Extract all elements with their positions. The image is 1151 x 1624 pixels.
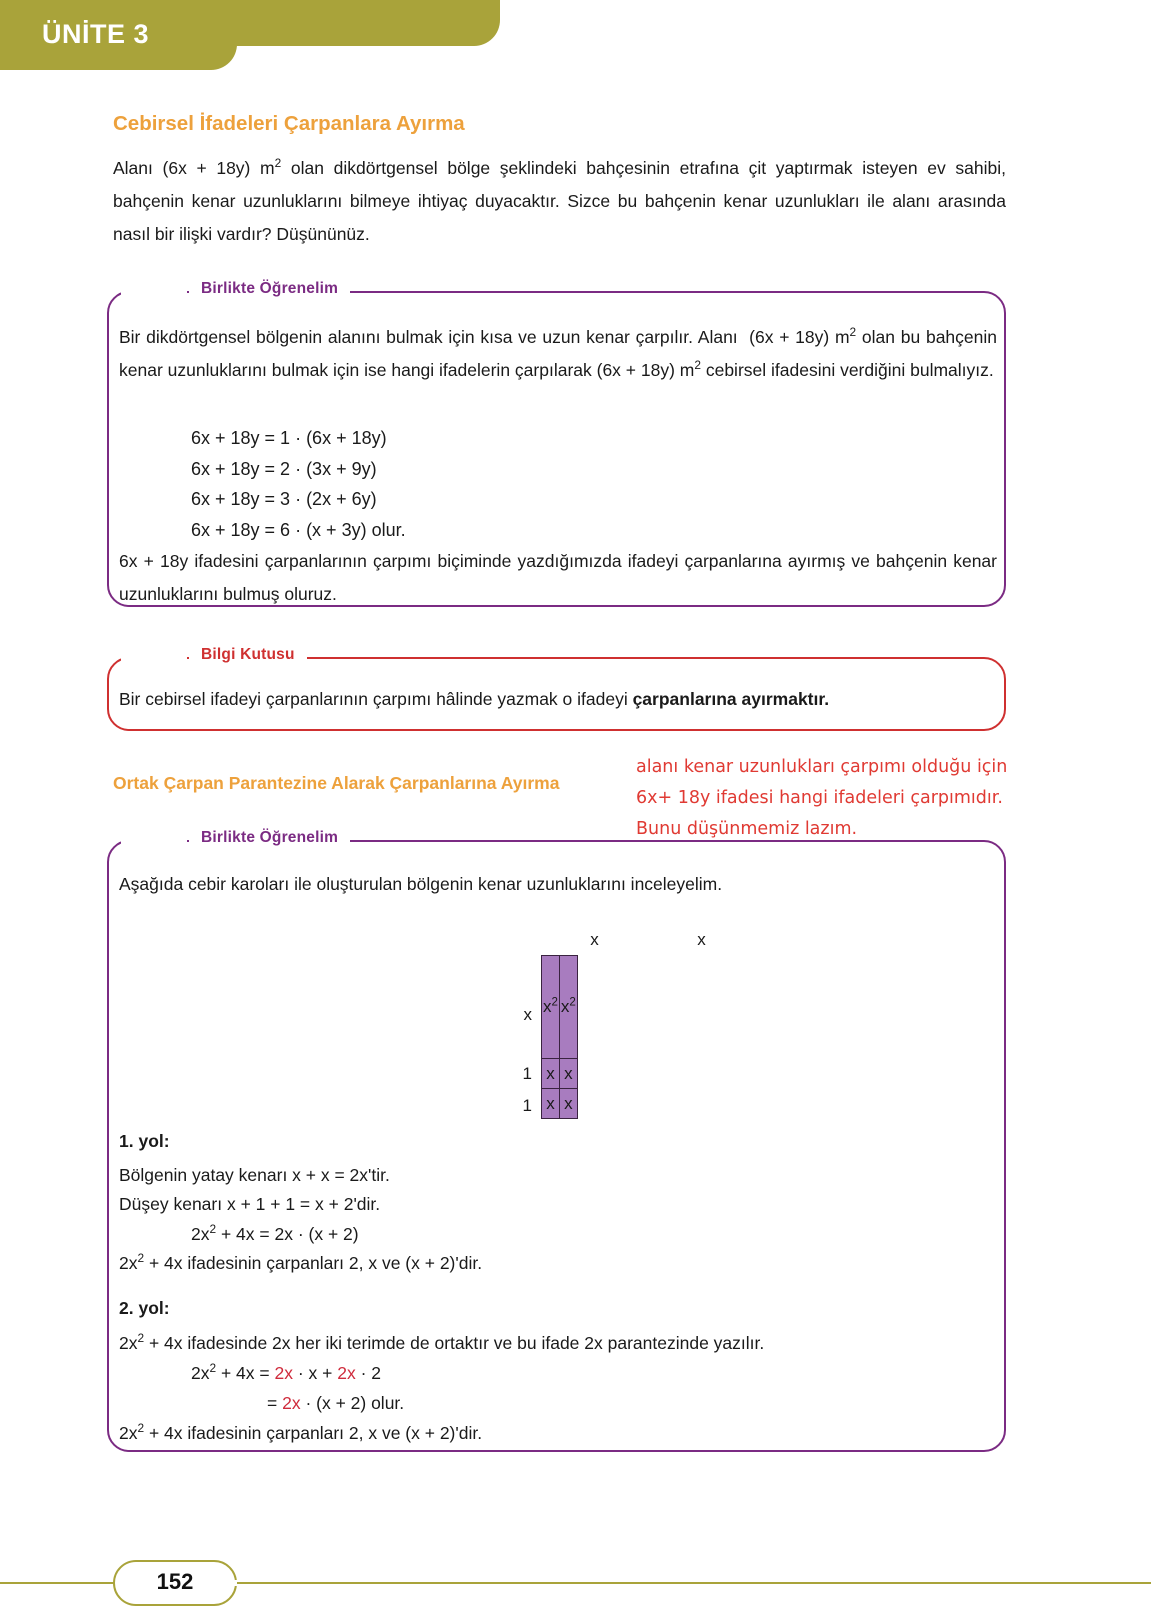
yol1-line-2: Düşey kenarı x + 1 + 1 = x + 2'dir. [119, 1194, 381, 1214]
equation-line: 6x + 18y = 6 · (x + 3y) olur. [191, 519, 406, 540]
subsection-title: Ortak Çarpan Parantezine Alarak Çarpanlarına Ayırma [113, 773, 560, 793]
callout-legend-2: Birlikte Öğrenelim [189, 829, 350, 847]
callout-birlikte-ogrenelim-2 [107, 829, 1006, 1452]
box3-intro-text: Aşağıda cebir karoları ile oluşturulan bölgenin kenar uzunluklarını inceleyelim. [119, 874, 723, 894]
red-factor-term: 2x [274, 1363, 293, 1383]
box1-paragraph-2: 6x + 18y ifadesini çarpanlarının çarpımı biçiminde yazdığımızda ifadeyi çarpanlarına ayırmış ve bahçenin kenar uzunluklarını bulmuş oluruz. [119, 551, 997, 604]
box1-paragraph-1: Bir dikdörtgensel bölgenin alanını bulmak için kısa ve uzun kenar çarpılır. Alanı (6x + 18y) $m^2$ olan bu bahçenin kenar uzunluklarını bulmak için ise hangi ifadelerin çarpılarak (6x + 18y) $m^2$ cebirsel ifadesini verdiğini bulmalıyız. [119, 325, 997, 380]
yol1-equation: $2x^2 + 4x = 2x \cdot (x + 2)$ [191, 1222, 359, 1244]
page-number: 152 [156, 1569, 194, 1594]
yol2-equation-line-2: = 2x · (x + 2) olur. [267, 1393, 405, 1413]
tile-row [542, 1059, 578, 1089]
red-factor-term: 2x [337, 1363, 356, 1383]
intro-paragraph: Alanı (6x + 18y) $m^2$ olan dikdörtgensel bölge şeklindeki bahçesinin etrafına çit yaptırmak isteyen ev sahibi, bahçenin kenar uzunluklarını bilmeye ihtiyaç duyacaktır. Sizce bu bahçenin kenar uzunlukları ile alanı arasında nasıl bir ilişki vardır? Düşününüz. [113, 156, 1006, 244]
tile-top-label: x [590, 930, 599, 949]
yol2-equation-line-1: $2x^2 + 4x = 2x \cdot x + 2x \cdot 2$ [191, 1361, 381, 1383]
student-annotation-note: alanı kenar uzunlukları çarpımı olduğu için 6x+ 18y ifadesi hangi ifadeleri çarpımıdır. Bunu düşünmemiz lazım. [636, 757, 1008, 839]
callout-birlikte-ogrenelim-1 [107, 280, 1006, 607]
yol1-conclusion: $2x^2 + 4x$ ifadesinin çarpanları 2, x ve (x + 2)'dir. [119, 1251, 483, 1273]
tile-left-label: x [523, 1005, 532, 1024]
unit-header-band [0, 0, 1151, 72]
tile-left-label: 1 [522, 1064, 532, 1083]
tile-cell: x [542, 1089, 560, 1119]
bilgi-text-plain: Bir cebirsel ifadeyi çarpanlarının çarpımı hâlinde yazmak o ifadeyi [119, 689, 633, 709]
legend-gap [121, 290, 187, 296]
tile-cell: x [559, 1059, 577, 1089]
equation-line: 6x + 18y = 3 · (2x + 6y) [191, 489, 377, 509]
tile-row [542, 1089, 578, 1119]
tile-cell [542, 956, 560, 1059]
box1-equation-list [191, 423, 406, 545]
callout-legend-1: Birlikte Öğrenelim [189, 280, 350, 298]
tile-row [542, 956, 578, 1059]
page-title: Cebirsel İfadeleri Çarpanlara Ayırma [113, 112, 465, 135]
tile-left-label: 1 [522, 1096, 532, 1115]
bilgi-kutusu-text [119, 685, 997, 713]
unit-label: ÜNİTE 3 [42, 19, 150, 49]
tile-top-label: x [697, 930, 706, 949]
callout-bilgi-kutusu [107, 646, 1006, 731]
yol2-conclusion: $2x^2 + 4x$ ifadesinin çarpanları 2, x ve (x + 2)'dir. [119, 1421, 483, 1443]
yol1-heading: 1. yol: [119, 1131, 170, 1151]
bilgi-text-bold: çarpanlarına ayırmaktır. [632, 689, 830, 709]
page-footer [0, 1560, 1151, 1606]
equation-line: 6x + 18y = 2 · (3x + 9y) [191, 458, 377, 479]
tile-label: $x^2$ [543, 996, 558, 1016]
tile-label: $x^2$ [560, 996, 576, 1016]
red-factor-term: 2x [282, 1393, 301, 1413]
yol1-line-1: Bölgenin yatay kenarı x + x = 2x'tir. [119, 1165, 390, 1185]
yol2-heading: 2. yol: [119, 1298, 170, 1318]
tile-cell: x [542, 1059, 560, 1089]
legend-gap [121, 839, 187, 845]
equation-line: 6x + 18y = 1 · (6x + 18y) [191, 428, 387, 448]
callout-legend-bilgi: Bilgi Kutusu [189, 646, 307, 664]
tile-cell: x [559, 1089, 577, 1119]
tile-grid [541, 955, 578, 1119]
yol2-line: $2x^2 + 4x$ ifadesinde 2x her iki terimde de ortaktır ve bu ifade 2x parantezinde yazılır. [119, 1331, 765, 1353]
tile-cell [559, 956, 577, 1059]
legend-gap [121, 656, 187, 662]
